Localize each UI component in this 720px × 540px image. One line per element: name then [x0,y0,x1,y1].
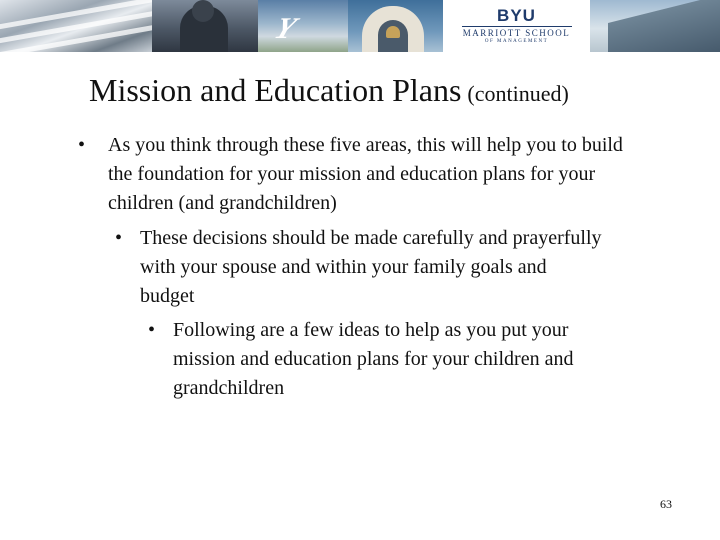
byu-marriott-logo [443,0,590,52]
banner-photo-mountain-y [258,0,348,52]
banner-photo-building [590,0,720,52]
bullet-marker: • [148,319,156,341]
bullet-marker: • [78,134,86,156]
bullet-text: Following are a few ideas to help as you put your mission and education plans for your children and grandchildren [173,319,574,399]
bullet-text: As you think through these five areas, this will help you to build the foundation for your mission and education plans for your children (and grandchildren) [108,134,623,214]
bullet-level-2 [115,224,605,311]
page-number: 63 [660,497,672,511]
banner-photo-statue [152,0,258,52]
logo-subtitle: OF MANAGEMENT [484,39,549,44]
banner-photo-bell-tower [348,0,443,52]
bullet-level-1 [78,131,638,218]
bullet-level-3 [148,316,618,403]
bullet-marker: • [115,227,123,249]
y-mountain-icon: Y [270,12,301,45]
slide-title [89,72,569,109]
logo-word: BYU [497,6,536,25]
header-banner [0,0,720,52]
bell-icon [386,26,400,38]
banner-photo-steel [0,0,152,52]
bullet-text: These decisions should be made carefully and prayerfully with your spouse and within your family goals and budget [140,227,602,307]
title-suffix: (continued) [467,81,569,106]
title-main: Mission and Education Plans [89,72,462,108]
logo-school: MARRIOTT SCHOOL [462,28,571,38]
